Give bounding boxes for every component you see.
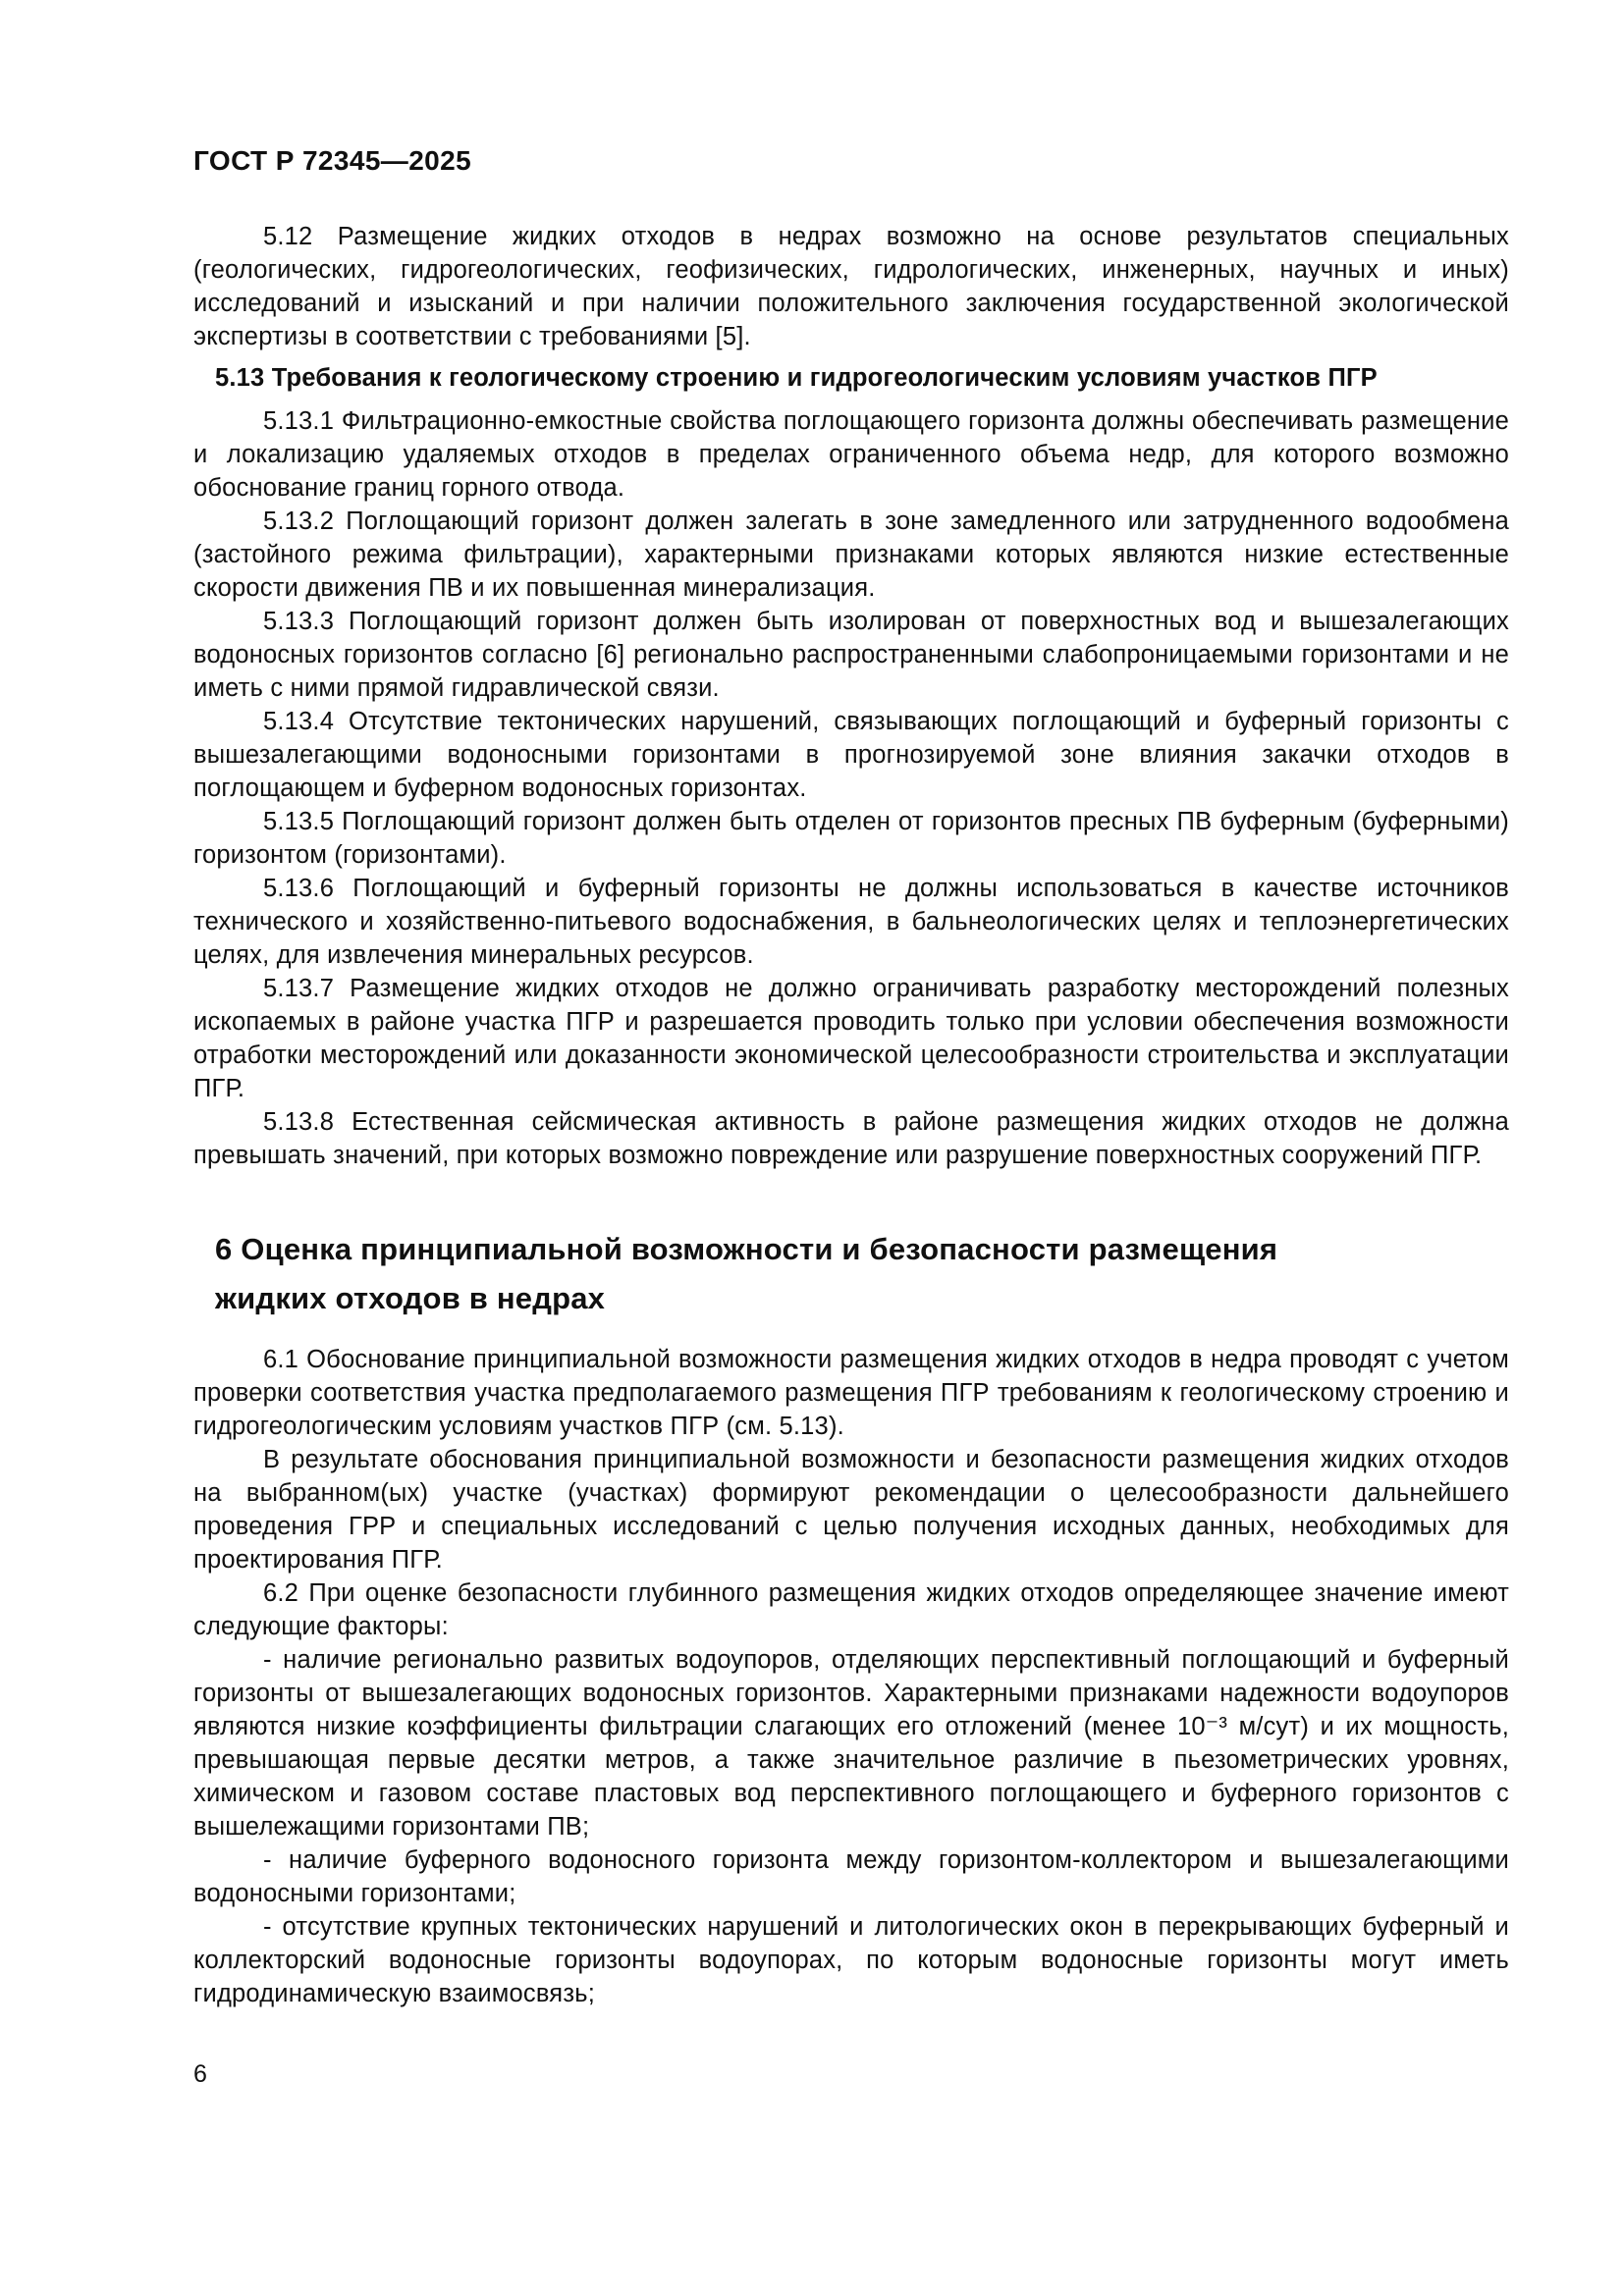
clause-6-1: 6.1 Обоснование принципиальной возможности размещения жидких отходов в недра проводят с учетом проверки соответствия участка предполагаемого размещения ПГР требованиям к геологическому строению и гидрогеологическим условиям участков ПГР (см. 5.13). <box>193 1346 1509 1440</box>
clause-6-1-result: В результате обоснования принципиальной возможности и безопасности размещения жидких отходов на выбранном(ых) участке (участках) формируют рекомендации о целесообразности дальнейшего проведения ГРР и специальных исследований с целью получения исходных данных, необходимых для проектирования ПГР. <box>193 1446 1509 1574</box>
clause-5-13-5: 5.13.5 Поглощающий горизонт должен быть отделен от горизонтов пресных ПВ буферным (буферными) горизонтом (горизонтами). <box>193 808 1509 869</box>
clause-5-13-7: 5.13.7 Размещение жидких отходов не должно ограничивать разработку месторождений полезных ископаемых в районе участка ПГР и разрешается проводить только при условии обеспечения возможности отработки месторождений или доказанности экономической целесообразности строительства и эксплуатации ПГР. <box>193 975 1509 1102</box>
factor-item-3: - отсутствие крупных тектонических нарушений и литологических окон в перекрывающих буферный и коллекторский водоносные горизонты водоупорах, по которым водоносные горизонты могут иметь гидродинамическую взаимосвязь; <box>193 1913 1509 2007</box>
text-column <box>193 0 1509 2010</box>
factor-item-2: - наличие буферного водоносного горизонта между горизонтом-коллектором и вышезалегающими водоносными горизонтами; <box>193 1846 1509 1907</box>
clause-5-13-4: 5.13.4 Отсутствие тектонических нарушений, связывающих поглощающий и буферный горизонты с вышезалегающими водоносными горизонтами в прогнозируемой зоне влияния закачки отходов в поглощающем и буферном водоносных горизонтах. <box>193 708 1509 802</box>
clause-6-2-intro: 6.2 При оценке безопасности глубинного размещения жидких отходов определяющее значение имеют следующие факторы: <box>193 1579 1509 1640</box>
standard-designation-header: ГОСТ Р 72345—2025 <box>193 145 472 176</box>
clause-5-13-6: 5.13.6 Поглощающий и буферный горизонты не должны использоваться в качестве источников технического и хозяйственно-питьевого водоснабжения, в бальнеологических целях и теплоэнергетических целях, для извлечения минеральных ресурсов. <box>193 875 1509 969</box>
heading-5-13: 5.13 Требования к геологическому строению и гидрогеологическим условиям участков ПГР <box>215 364 1378 392</box>
clause-5-13-3: 5.13.3 Поглощающий горизонт должен быть изолирован от поверхностных вод и вышезалегающих водоносных горизонтов согласно [6] регионально распространенными слабопроницаемыми горизонтами и не иметь с ними прямой гидравлической связи. <box>193 608 1509 702</box>
clause-5-12: 5.12 Размещение жидких отходов в недрах возможно на основе результатов специальных (геологических, гидрогеологических, геофизических, гидрологических, инженерных, научных и иных) исследований и изысканий и при наличии положительного заключения государственной экологической экспертизы в соответствии с требованиями [5]. <box>193 223 1509 350</box>
clause-5-13-1: 5.13.1 Фильтрационно-емкостные свойства поглощающего горизонта должны обеспечивать размещение и локализацию удаляемых отходов в пределах ограниченного объема недр, для которого возможно обоснование границ горного отвода. <box>193 407 1509 502</box>
clause-5-13-8: 5.13.8 Естественная сейсмическая активность в районе размещения жидких отходов не должна превышать значений, при которых возможно повреждение или разрушение поверхностных сооружений ПГР. <box>193 1108 1509 1169</box>
page-number: 6 <box>193 2060 207 2088</box>
factor-item-1: - наличие регионально развитых водоупоров, отделяющих перспективный поглощающий и буферный горизонты от вышезалегающих водоносных горизонтов. Характерными признаками надежности водоупоров являются низкие коэффициенты фильтрации слагающих его отложений (менее 10⁻³ м/сут) и их мощность, превышающая первые десятки метров, а также значительное различие в пьезометрических уровнях, химическом и газовом составе пластовых вод перспективного поглощающего и буферного горизонтов с вышележащими горизонтами ПВ; <box>193 1646 1509 1841</box>
section-6-heading: 6 Оценка принципиальной возможности и безопасности размещения жидких отходов в недрах <box>215 1232 1278 1315</box>
clause-5-13-2: 5.13.2 Поглощающий горизонт должен залегать в зоне замедленного или затрудненного водообмена (застойного режима фильтрации), характерными признаками которых являются низкие естественные скорости движения ПВ и их повышенная минерализация. <box>193 507 1509 602</box>
